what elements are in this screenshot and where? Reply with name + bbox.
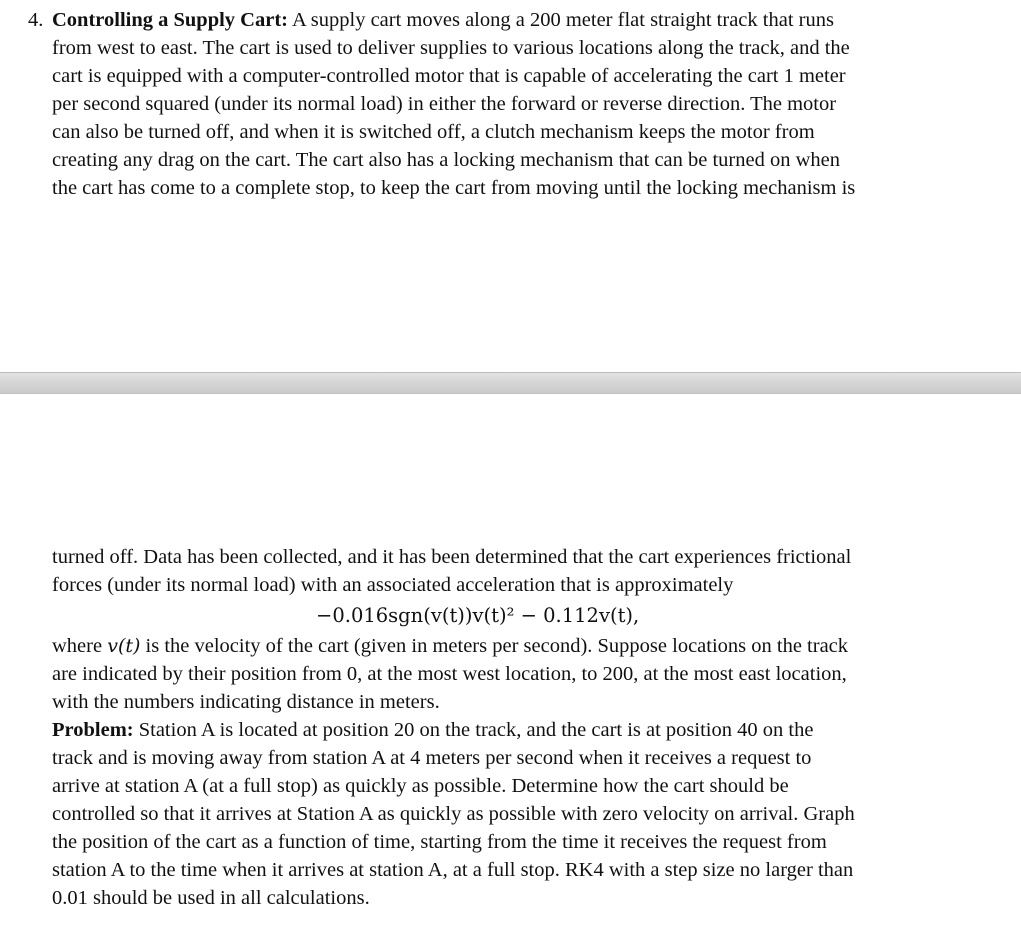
problem-statement-line-7: 0.01 should be used in all calculations. — [52, 887, 370, 909]
problem-title: Controlling a Supply Cart: — [52, 9, 288, 31]
problem-continuation — [0, 394, 1021, 929]
velocity-symbol: v(t) — [107, 635, 141, 657]
problem-statement-line-6: station A to the time when it arrives at station A, at a full stop. RK4 with a step size no larger than — [52, 859, 854, 881]
intro-line-4: per second squared (under its normal load) in either the forward or reverse direction. The motor — [52, 93, 837, 115]
problem-number: 4. — [28, 9, 44, 31]
intro-text-1: A supply cart moves along a 200 meter flat straight track that runs — [287, 9, 834, 31]
intro-line-1 — [52, 6, 957, 34]
problem-intro — [52, 6, 957, 202]
document-page-bottom — [0, 394, 1021, 929]
intro-line-2: from west to east. The cart is used to deliver supplies to various locations along the track, and the — [52, 37, 850, 59]
intro-line-7: the cart has come to a complete stop, to keep the cart from moving until the locking mechanism is — [52, 177, 856, 199]
problem-statement-line-5: the position of the cart as a function of time, starting from the time it receives the request from — [52, 831, 827, 853]
page-break-separator — [0, 372, 1021, 394]
where-prefix: where — [52, 635, 108, 657]
intro-line-5: can also be turned off, and when it is switched off, a clutch mechanism keeps the motor from — [52, 121, 815, 143]
problem-label: Problem: — [52, 719, 134, 741]
where-suffix: is the velocity of the cart (given in meters per second). Suppose locations on the track — [140, 635, 849, 657]
problem-item — [0, 0, 1021, 372]
continued-line-1: turned off. Data has been collected, and it has been determined that the cart experiences frictional — [52, 546, 852, 568]
problem-first-text: Station A is located at position 20 on the track, and the cart is at position 40 on the — [133, 719, 814, 741]
problem-statement-line-3: arrive at station A (at a full stop) as quickly as possible. Determine how the cart should be — [52, 775, 789, 797]
friction-formula: −0.016sgn(v(t))v(t)² − 0.112v(t), — [316, 604, 640, 627]
where-line — [52, 632, 957, 660]
intro-line-3: cart is equipped with a computer-controlled motor that is capable of accelerating the cart 1 meter — [52, 65, 846, 87]
location-line-1: are indicated by their position from 0, at the most west location, to 200, at the most east location, — [52, 663, 847, 685]
document-page-top — [0, 0, 1021, 372]
location-line-2: with the numbers indicating distance in meters. — [52, 691, 440, 713]
continuation-text — [52, 543, 957, 912]
problem-statement-line-1 — [52, 716, 957, 744]
continued-line-2: forces (under its normal load) with an associated acceleration that is approximately — [52, 574, 734, 596]
problem-statement-line-2: track and is moving away from station A at 4 meters per second when it receives a request to — [52, 747, 812, 769]
intro-line-6: creating any drag on the cart. The cart also has a locking mechanism that can be turned on when — [52, 149, 841, 171]
problem-statement-line-4: controlled so that it arrives at Station A as quickly as possible with zero velocity on arrival. Graph — [52, 803, 855, 825]
